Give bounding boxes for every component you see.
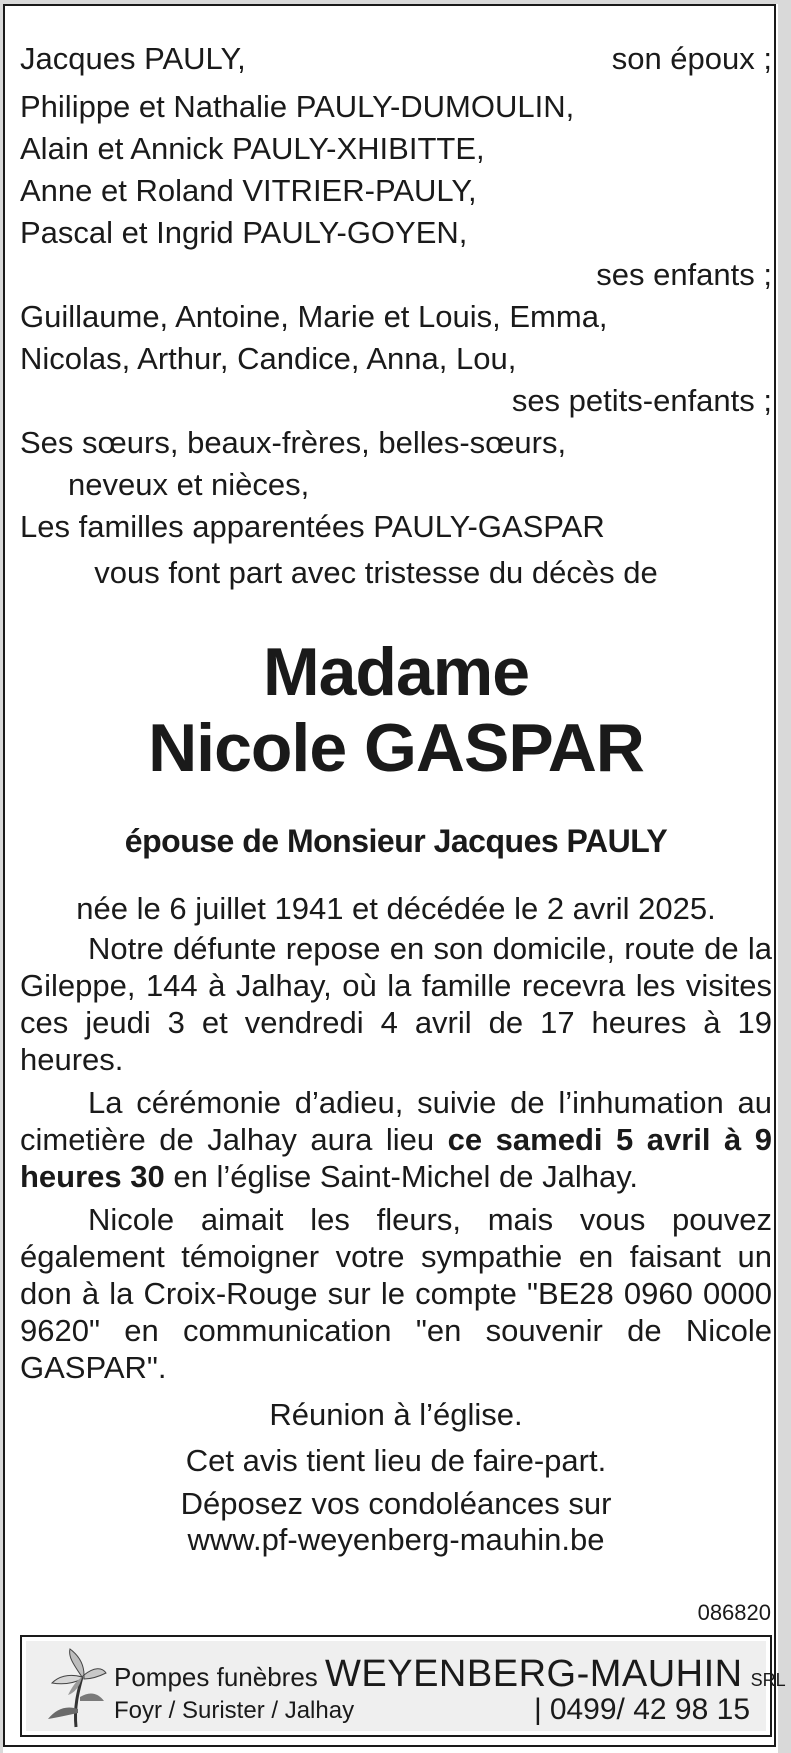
ceremony-text: La cérémonie d’adieu, suivie de l’inhumation au cimetière de Jalhay aura lieu [20, 1085, 772, 1157]
page-right-margin [778, 0, 791, 1753]
husband-relation: son époux ; [611, 41, 772, 76]
grandchildren-relation: ses petits-enfants ; [511, 383, 772, 418]
notice-content [20, 38, 772, 1558]
child-line: Alain et Annick PAULY-XHIBITTE, [20, 131, 485, 166]
grandchild-line: Nicolas, Arthur, Candice, Anna, Lou, [20, 341, 517, 376]
reference-number: 086820 [697, 1600, 771, 1625]
paragraph-donation: Nicole aimait les fleurs, mais vous pouvez également témoigner votre sympathie en faisant un don à la Croix-Rouge sur le compte "BE28 0960 0000 9620" en communication "en souvenir de Nicole GASPAR". [20, 1202, 772, 1385]
related-families: Les familles apparentées PAULY-GASPAR [20, 509, 605, 544]
reunion-line: Réunion à l’église. [269, 1397, 523, 1432]
siblings-line: Ses sœurs, beaux-frères, belles-sœurs, [20, 425, 567, 460]
nephews-line: neveux et nièces, [68, 467, 310, 502]
siblings-block [20, 422, 772, 506]
children-relation: ses enfants ; [596, 257, 772, 292]
announcement-line: vous font part avec tristesse du décès de [94, 555, 658, 590]
notice-line: Cet avis tient lieu de faire-part. [185, 1443, 607, 1478]
condolences-line: Déposez vos condoléances sur [180, 1486, 612, 1521]
funeral-home-banner [20, 1635, 786, 1737]
paragraph-ceremony [20, 1084, 772, 1195]
child-line: Anne et Roland VITRIER-PAULY, [20, 173, 477, 208]
child-line: Philippe et Nathalie PAULY-DUMOULIN, [20, 89, 575, 124]
phone-separator: | [534, 1693, 542, 1726]
ceremony-datetime: ce samedi 5 avril à 9 heures 30 [20, 1122, 772, 1194]
husband-name: Jacques PAULY, [20, 41, 246, 76]
children-block [20, 86, 772, 296]
ceremony-location: en l’église Saint-Michel de Jalhay. [164, 1159, 639, 1194]
closing-block [20, 1394, 772, 1558]
paragraph-visits: Notre défunte repose en son domicile, route de la Gileppe, 144 à Jalhay, où la famille recevra les visites ces jeudi 3 et vendredi 4 avril de 17 heures à 19 heures. [20, 931, 772, 1077]
funeral-home-legal-form: SRL [750, 1670, 786, 1690]
website-link[interactable]: www.pf-weyenberg-mauhin.be [187, 1522, 605, 1557]
funeral-home-places: Foyr / Surister / Jalhay [114, 1697, 355, 1724]
grandchild-line: Guillaume, Antoine, Marie et Louis, Emma, [20, 299, 608, 334]
funeral-home-name [114, 1653, 786, 1696]
funeral-home-phone[interactable]: 0499/ 42 98 15 [549, 1693, 750, 1726]
birth-death-dates: née le 6 juillet 1941 et décédée le 2 avril 2025. [76, 891, 716, 926]
lily-flower-icon [38, 1647, 108, 1731]
spouse-line: épouse de Monsieur Jacques PAULY [124, 823, 668, 859]
child-line: Pascal et Ingrid PAULY-GOYEN, [20, 215, 468, 250]
funeral-home-prefix: Pompes funèbres [114, 1662, 318, 1692]
husband-line [20, 38, 772, 80]
banner-background [26, 1641, 786, 1731]
deceased-name: Nicole GASPAR [148, 710, 644, 786]
deceased-block [20, 634, 772, 786]
funeral-home-phone-wrapper [534, 1693, 750, 1727]
funeral-home-company: WEYENBERG-MAUHIN [325, 1653, 743, 1695]
grandchildren-block [20, 296, 772, 422]
deceased-title: Madame [262, 634, 530, 710]
